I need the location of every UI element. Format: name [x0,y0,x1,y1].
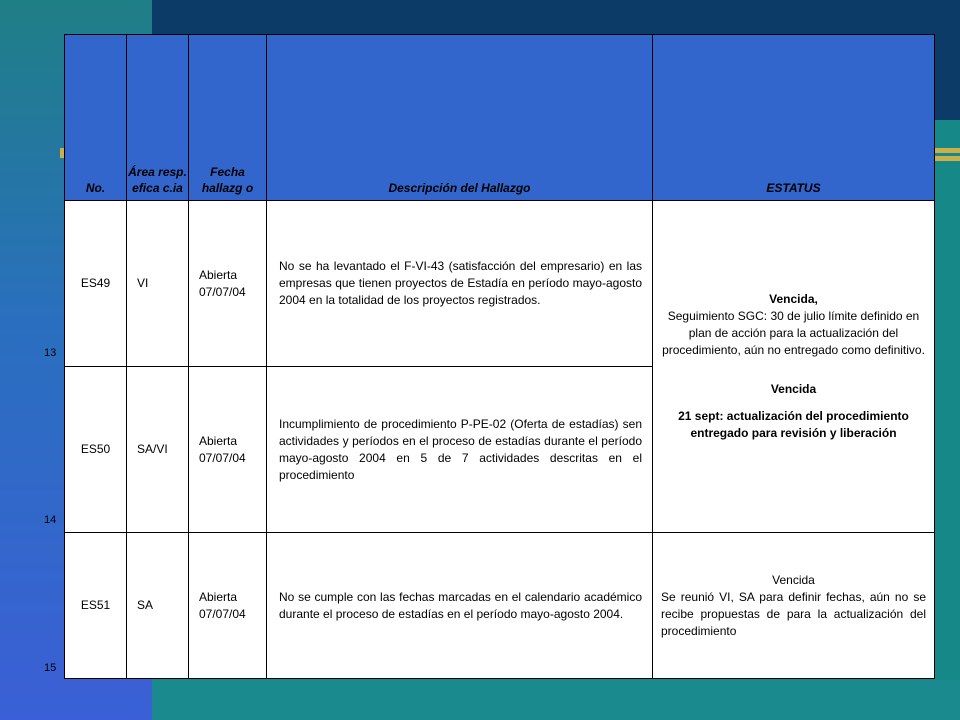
header-no: No. [65,35,127,201]
table-row [65,201,935,367]
estatus-text-1: Seguimiento SGC: 30 de julio límite definido en plan de acción para la actualización del procedimiento, aún no entregado como definitivo. [662,309,925,357]
estatus-text: Se reunió VI, SA para definir fechas, aún no se recibe propuestas de para la actualización del procedimiento [661,589,926,638]
cell-estatus-merged [653,201,935,533]
cell-no: ES49 [65,201,127,367]
cell-descripcion: No se cumple con las fechas marcadas en el calendario académico durante el proceso de estadías en el período mayo-agosto 2004. [267,533,653,679]
estatus-block-1 [661,291,926,359]
header-estatus: ESTATUS [653,35,935,201]
cell-fecha: Abierta 07/07/04 [189,367,267,533]
header-fecha: Fecha hallazg o [189,35,267,201]
cell-fecha: Abierta 07/07/04 [189,201,267,367]
cell-area: SA [127,533,189,679]
estatus-block-2 [661,381,926,442]
row-number-15: 15 [44,662,57,674]
cell-descripcion: No se ha levantado el F-VI-43 (satisfacción del empresario) en las empresas que tienen proyectos de Estadía en período mayo-agosto 2004 en la totalidad de los proyectos registrados. [267,201,653,367]
table-row [65,533,935,679]
row-number-13: 13 [44,347,57,359]
accent-bar-right-bottom [934,156,960,161]
header-descripcion: Descripción del Hallazgo [267,35,653,201]
row-number-14: 14 [44,514,57,526]
cell-no: ES51 [65,533,127,679]
estatus-title: Vencida [772,572,815,587]
hallazgos-table [64,34,935,679]
estatus-text-2: 21 sept: actualización del procedimiento entregado para revisión y liberación [678,409,909,440]
estatus-title-2: Vencida [770,382,817,396]
cell-fecha: Abierta 07/07/04 [189,533,267,679]
cell-estatus [653,533,935,679]
cell-descripcion: Incumplimiento de procedimiento P-PE-02 (Oferta de estadías) sen actividades y períodos en el proceso de estadías durante el período mayo-agosto 2004 en 5 de 7 actividades descritas en el procedimiento [267,367,653,533]
background-bottom-panel [152,680,960,720]
table-header-row [65,35,935,201]
cell-area: SA/VI [127,367,189,533]
cell-no: ES50 [65,367,127,533]
estatus-title-1: Vencida, [769,292,818,306]
header-area: Área resp. efica c.ia [127,35,189,201]
accent-bar-right-top [934,148,960,153]
cell-area: VI [127,201,189,367]
